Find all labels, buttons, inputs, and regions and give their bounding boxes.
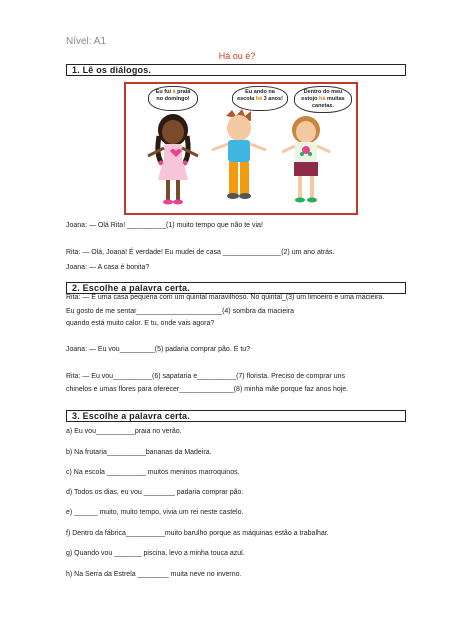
speech-bubble-3: Dentro do meu estojo há muitas canetas. xyxy=(294,86,352,113)
girl-braids-figure xyxy=(148,114,198,205)
exercise2-line-3: quando está muito calor. E tu, onde vais agora? xyxy=(66,320,215,327)
dialogue-illustration xyxy=(124,82,358,215)
level-label: Nível: A1 xyxy=(66,36,107,47)
exercise3-item-d: d) Todos os dias, eu vou ________ padaria comprar pão. xyxy=(66,489,244,496)
exercise2-line-4: Joana: — Eu vou_________(5) padaria comprar pão. E tu? xyxy=(66,346,251,353)
exercise3-item-c: c) Na escola __________ muitos meninos marroquinos. xyxy=(66,469,240,476)
exercise3-item-h: h) Na Serra da Estrela ________ muita neve no inverno. xyxy=(66,571,242,578)
dialogue-line-3: Joana: — A casa é bonita? xyxy=(66,264,150,271)
exercise2-line-2: Eu gosto de me sentar______________________(4) sombra da macieira xyxy=(66,308,295,315)
exercise3-item-b: b) Na frutaria__________bananas da Madeira. xyxy=(66,449,212,456)
exercise2-line-6: chinelos e umas flores para oferecer______________(8) minha mãe porque faz anos hoje. xyxy=(66,386,349,393)
exercise3-item-f: f) Dentro da fábrica__________muito barulho porque as máquinas estão a trabalhar. xyxy=(66,530,329,537)
dialogue-line-2: Rita: — Olá, Joana! É verdade! Eu mudei de casa _______________(2) um ano atrás. xyxy=(66,249,335,256)
speech-bubble-2: Eu ando na escola há 3 anos! xyxy=(232,86,288,111)
boy-figure xyxy=(212,109,266,199)
speech-bubble-1: Eu fui à praia no domingo! xyxy=(148,86,198,111)
section-3-heading: 3. Escolhe a palavra certa. xyxy=(66,410,406,422)
dialogue-line-1: Joana: — Olá Rita! __________(1) muito tempo que não te via! xyxy=(66,222,263,229)
children-illustration xyxy=(126,84,356,213)
exercise3-item-a: a) Eu vou__________praia no verão. xyxy=(66,428,182,435)
exercise3-item-g: g) Quando vou _______ piscina, levo a minha touca azul. xyxy=(66,550,245,557)
exercise2-line-5: Rita: — Eu vou__________(6) sapataria e__________(7) florista. Preciso de comprar uns xyxy=(66,373,345,380)
girl-figure xyxy=(282,116,330,203)
exercise2-line-1: Rita: — É uma casa pequena com um quintal maravilhoso. No quintal_(3) um limoeiro e uma macieira. xyxy=(66,294,385,301)
exercise3-item-e: e) ______ muito, muito tempo, vivia um rei neste castelo. xyxy=(66,509,244,516)
page-title: Há ou é? xyxy=(218,51,256,61)
section-1-heading: 1. Lê os diálogos. xyxy=(66,64,406,76)
section-2-heading: 2. Escolhe a palavra certa. xyxy=(66,282,406,294)
